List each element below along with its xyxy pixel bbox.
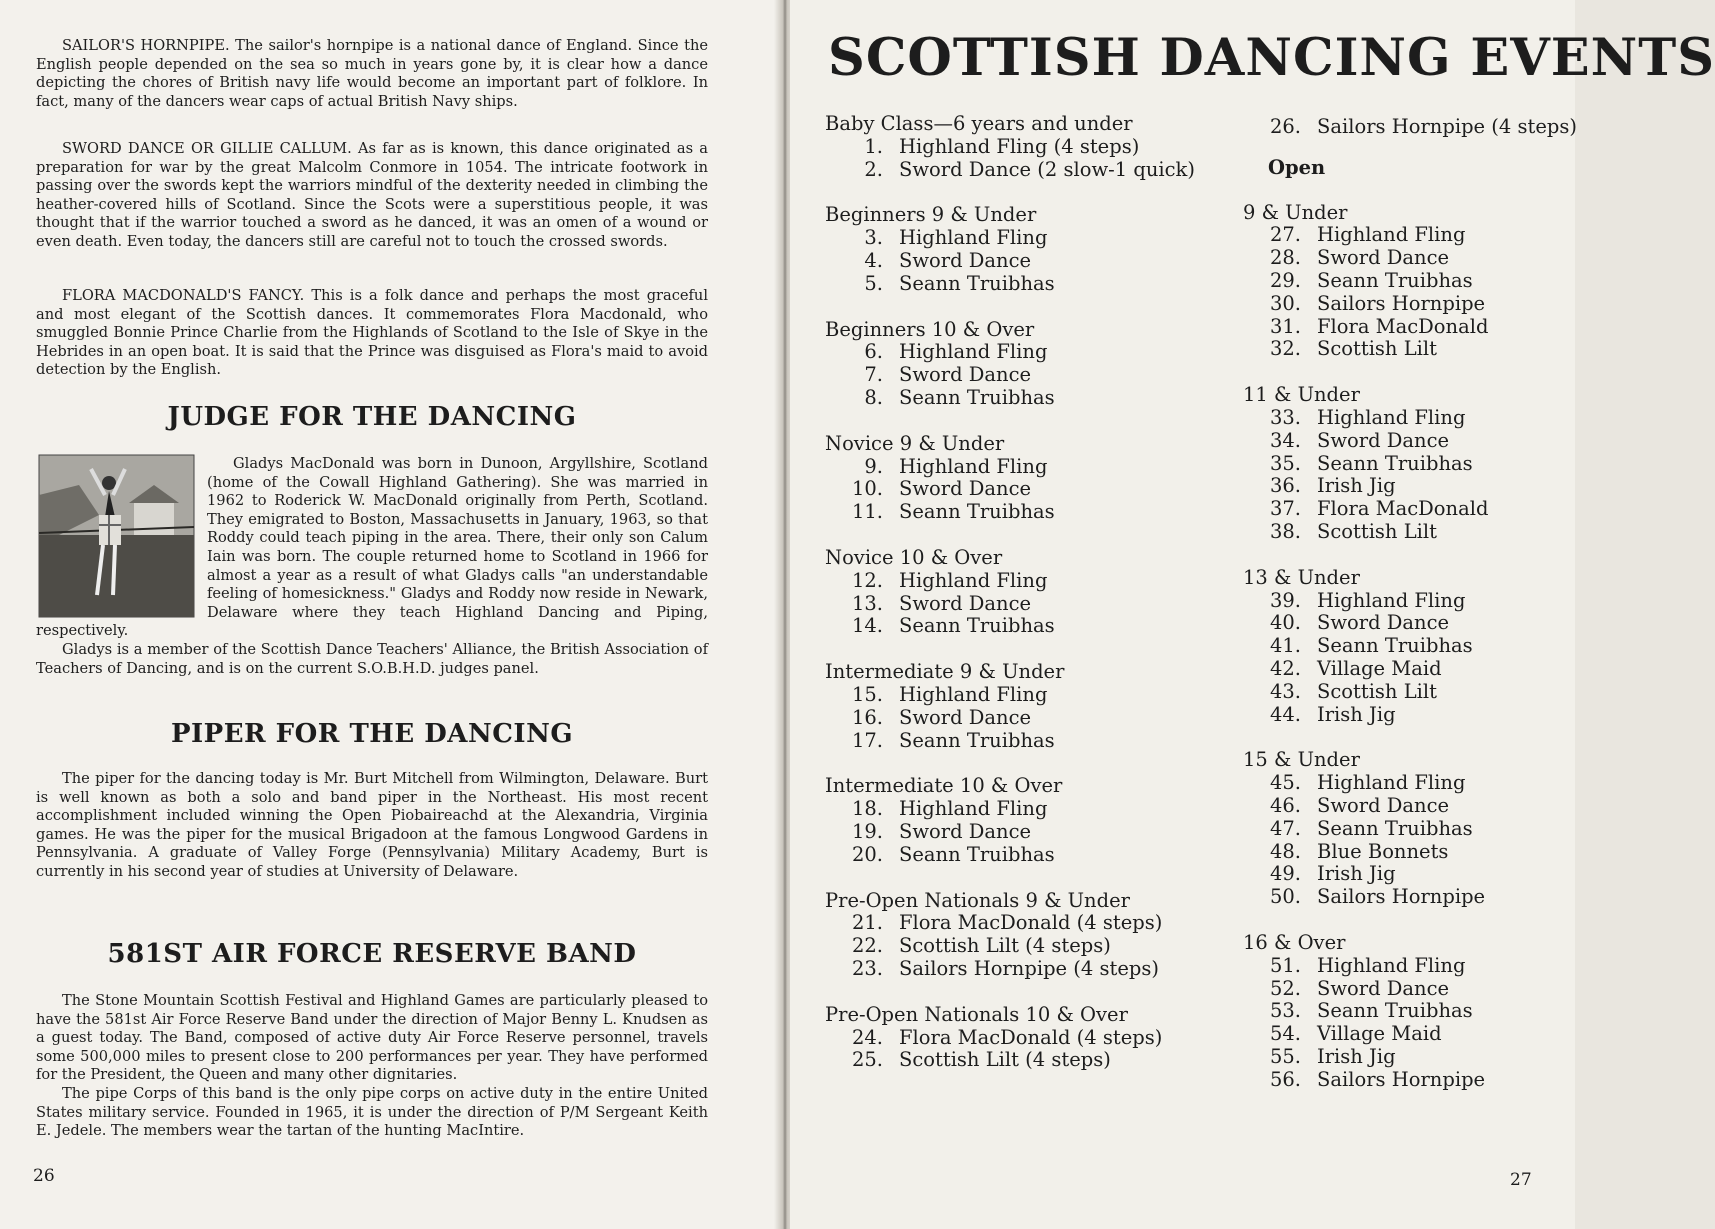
open-groups xyxy=(1243,202,1577,1092)
event-number: 44. xyxy=(1269,702,1301,726)
event-number: 28. xyxy=(1269,246,1301,270)
event-name: Seann Truibhas xyxy=(1317,268,1473,292)
event-group xyxy=(1243,932,1577,1092)
event-number: 12. xyxy=(851,568,883,592)
event-number: 36. xyxy=(1269,474,1301,498)
event-group xyxy=(1243,384,1577,544)
event-item xyxy=(825,730,1195,753)
event-number: 6. xyxy=(864,340,883,364)
event-number: 17. xyxy=(851,728,883,752)
event-number: 4. xyxy=(864,248,883,272)
event-name: Scottish Lilt xyxy=(1317,679,1437,703)
event-item xyxy=(825,958,1195,981)
event-number: 45. xyxy=(1269,771,1301,795)
event-number: 5. xyxy=(864,271,883,295)
event-number: 22. xyxy=(851,934,883,958)
event-number: 50. xyxy=(1269,885,1301,909)
event-number: 7. xyxy=(864,363,883,387)
event-item xyxy=(825,935,1195,958)
event-name: Sword Dance xyxy=(1317,793,1450,817)
sword-dance-paragraph xyxy=(36,140,708,252)
event-name: Seann Truibhas xyxy=(899,728,1055,752)
event-name: Highland Fling xyxy=(1317,405,1466,429)
event-number: 11. xyxy=(851,500,883,524)
event-number: 43. xyxy=(1269,679,1301,703)
event-name: Sailors Hornpipe (4 steps) xyxy=(1317,115,1577,138)
event-item xyxy=(1243,1000,1577,1023)
event-name: Sword Dance xyxy=(1317,976,1450,1000)
event-item xyxy=(825,136,1195,159)
event-item xyxy=(825,615,1195,638)
event-name: Blue Bonnets xyxy=(1317,839,1449,863)
event-item xyxy=(825,456,1195,479)
event-name: Sword Dance xyxy=(899,477,1032,501)
event-number: 51. xyxy=(1269,953,1301,977)
event-group-heading: Novice 9 & Under xyxy=(825,431,1005,455)
event-item xyxy=(825,798,1195,821)
event-number: 33. xyxy=(1269,405,1301,429)
right-page xyxy=(790,0,1715,1229)
judge-bio-text: Gladys MacDonald was born in Dunoon, Argyllshire, Scotland (home of the Cowall Highland Gathering). She was married in 1962 to Roderick W. MacDonald originally from Perth, Scotland. They emigrated to Boston, Massachusetts in January, 1963, so that Roddy could teach piping in the area. There, their only son Calum Iain was born. The couple returned home to Scotland in 1966 for almost a year as a result of what Gladys calls "an understandable feeling of homesickness." Gladys and Roddy now reside in Newark, Delaware where they teach Highland Dancing and Piping, respectively. xyxy=(36,455,708,640)
event-number: 37. xyxy=(1269,497,1301,521)
event-number: 49. xyxy=(1269,862,1301,886)
event-item xyxy=(825,478,1195,501)
event-item xyxy=(825,364,1195,387)
event-name: Sword Dance xyxy=(1317,246,1450,270)
event-item xyxy=(1243,1069,1577,1092)
event-name: Highland Fling xyxy=(1317,223,1466,247)
event-group xyxy=(825,890,1195,981)
event-name: Irish Jig xyxy=(1317,862,1396,886)
event-name: Scottish Lilt xyxy=(1317,519,1437,543)
event-number: 56. xyxy=(1269,1067,1301,1091)
event-group-heading: Intermediate 9 & Under xyxy=(825,660,1065,684)
event-group-heading: Intermediate 10 & Over xyxy=(825,774,1063,798)
event-number: 24. xyxy=(851,1025,883,1049)
event-group xyxy=(1243,567,1577,727)
event-name: Sword Dance xyxy=(1317,611,1450,635)
event-item xyxy=(825,844,1195,867)
event-number: 2. xyxy=(864,157,883,181)
event-item xyxy=(825,707,1195,730)
event-item xyxy=(1243,612,1577,635)
event-item xyxy=(825,501,1195,524)
piper-paragraph xyxy=(36,770,708,882)
event-item xyxy=(1243,338,1577,361)
event-name: Flora MacDonald xyxy=(1317,314,1489,338)
event-number: 9. xyxy=(864,454,883,478)
event-item xyxy=(1243,316,1577,339)
event-item xyxy=(825,593,1195,616)
event-name: Village Maid xyxy=(1317,656,1442,680)
event-number: 31. xyxy=(1269,314,1301,338)
event-item xyxy=(1243,841,1577,864)
event-item xyxy=(1243,1046,1577,1069)
event-item xyxy=(1243,818,1577,841)
event-item xyxy=(1243,795,1577,818)
band-paragraph xyxy=(36,992,708,1141)
event-number: 39. xyxy=(1269,588,1301,612)
event-number: 23. xyxy=(851,956,883,980)
event-name: Highland Fling xyxy=(899,682,1048,706)
event-number: 35. xyxy=(1269,451,1301,475)
event-group-heading: 15 & Under xyxy=(1243,748,1360,772)
event-number: 14. xyxy=(851,614,883,638)
event-item xyxy=(825,159,1195,182)
event-item xyxy=(1243,293,1577,316)
event-item xyxy=(1243,270,1577,293)
event-number: 30. xyxy=(1269,291,1301,315)
event-name: Highland Fling xyxy=(899,797,1048,821)
event-name: Sailors Hornpipe xyxy=(1317,291,1486,315)
event-name: Seann Truibhas xyxy=(899,500,1055,524)
event-group xyxy=(825,775,1195,866)
event-item xyxy=(825,250,1195,273)
event-item xyxy=(825,227,1195,250)
event-item xyxy=(1243,978,1577,1001)
event-item xyxy=(1243,407,1577,430)
event-item xyxy=(1243,658,1577,681)
event-item xyxy=(1243,247,1577,270)
sailors-hornpipe-text: SAILOR'S HORNPIPE. The sailor's hornpipe is a national dance of England. Since the English people depended on the sea so much in years gone by, it is clear how a dance depicting the chores of British navy life would become an important part of folklore. In fact, many of the dancers wear caps of actual British Navy ships. xyxy=(36,37,708,110)
piper-heading: PIPER FOR THE DANCING xyxy=(170,719,574,749)
event-group-heading: 9 & Under xyxy=(1243,200,1348,224)
event-number: 13. xyxy=(851,591,883,615)
event-name: Flora MacDonald (4 steps) xyxy=(899,1025,1163,1049)
event-name: Flora MacDonald xyxy=(1317,497,1489,521)
band-text-1: The Stone Mountain Scottish Festival and Highland Games are particularly pleased to have the 581st Air Force Reserve Band under the direction of Major Benny L. Knudsen as a guest today. The Band, composed of active duty Air Force Reserve personnel, travels some 500,000 miles to present close to 200 performances per year. They have performed for the President, the Queen and many other dignitaries. xyxy=(36,992,708,1084)
event-item xyxy=(1243,498,1577,521)
event-group-heading: 13 & Under xyxy=(1243,565,1360,589)
event-number: 10. xyxy=(851,477,883,501)
event-item xyxy=(1243,1023,1577,1046)
event-item xyxy=(825,570,1195,593)
event-group-heading: 11 & Under xyxy=(1243,383,1360,407)
event-name: Scottish Lilt (4 steps) xyxy=(899,934,1111,958)
event-group xyxy=(825,547,1195,638)
event-item xyxy=(825,912,1195,935)
event-number: 47. xyxy=(1269,816,1301,840)
events-column-left xyxy=(825,113,1195,1095)
page-title: SCOTTISH DANCING EVENTS xyxy=(828,28,1715,88)
event-group xyxy=(825,661,1195,752)
event-item xyxy=(1243,224,1577,247)
sword-dance-text: SWORD DANCE OR GILLIE CALLUM. As far as is known, this dance originated as a preparation for war by the great Malcolm Conmore in 1054. The intricate footwork in passing over the swords kept the warriors mindful of the dexterity needed in climbing the heather-covered hills of Scotland. Since the Scots were a superstitious people, it was thought that if the warrior touched a sword as he danced, it was an omen of a wound or even death. Even today, the dancers still are careful not to touch the crossed swords. xyxy=(36,140,708,250)
event-name: Irish Jig xyxy=(1317,474,1396,498)
event-item xyxy=(1243,635,1577,658)
event-number: 27. xyxy=(1269,223,1301,247)
event-group xyxy=(825,1004,1195,1072)
event-number: 8. xyxy=(864,385,883,409)
event-group xyxy=(825,204,1195,295)
event-item xyxy=(1243,955,1577,978)
event-group-heading: Baby Class—6 years and under xyxy=(825,112,1133,135)
event-item xyxy=(1243,590,1577,613)
event-number: 32. xyxy=(1269,337,1301,361)
judge-heading: JUDGE FOR THE DANCING xyxy=(167,402,577,432)
event-name: Sword Dance xyxy=(899,363,1032,387)
open-heading: Open xyxy=(1268,155,1326,179)
event-name: Village Maid xyxy=(1317,1022,1442,1046)
event-name: Sailors Hornpipe xyxy=(1317,1067,1486,1091)
event-number: 38. xyxy=(1269,519,1301,543)
page-number-right: 27 xyxy=(1510,1170,1532,1190)
event-name: Sword Dance (2 slow-1 quick) xyxy=(899,157,1195,181)
event-number: 19. xyxy=(851,819,883,843)
event-group xyxy=(1243,202,1577,362)
events-column-right xyxy=(1243,116,1577,1114)
event-name: Sword Dance xyxy=(1317,428,1450,452)
event-number: 15. xyxy=(851,682,883,706)
event-number: 46. xyxy=(1269,793,1301,817)
event-name: Seann Truibhas xyxy=(899,271,1055,295)
event-name: Seann Truibhas xyxy=(899,385,1055,409)
event-number: 20. xyxy=(851,842,883,866)
event-name: Seann Truibhas xyxy=(899,842,1055,866)
event-name: Highland Fling xyxy=(899,226,1048,250)
event-group-heading: Novice 10 & Over xyxy=(825,545,1003,569)
event-group-heading: Pre-Open Nationals 10 & Over xyxy=(825,1002,1128,1026)
piper-text: The piper for the dancing today is Mr. Burt Mitchell from Wilmington, Delaware. Burt is well known as both a solo and band piper in the Northeast. His most recent accomplishment included winning the Open Piobaireachd at the Alexandria, Virginia games. He was the piper for the musical Brigadoon at the famous Longwood Gardens in Pennsylvania. A graduate of Valley Forge (Pennsylvania) Military Academy, Burt is currently in his second year of studies at University of Delaware. xyxy=(36,770,708,880)
event-number: 18. xyxy=(851,797,883,821)
event-item xyxy=(1243,863,1577,886)
event-number: 41. xyxy=(1269,634,1301,658)
sailors-hornpipe-paragraph xyxy=(36,37,708,111)
event-item xyxy=(1243,772,1577,795)
event-number: 16. xyxy=(851,705,883,729)
event-group-heading: Pre-Open Nationals 9 & Under xyxy=(825,888,1130,912)
event-item xyxy=(1243,521,1577,544)
event-name: Sailors Hornpipe (4 steps) xyxy=(899,956,1159,980)
event-name: Scottish Lilt (4 steps) xyxy=(899,1048,1111,1072)
event-item xyxy=(825,387,1195,410)
event-number: 34. xyxy=(1269,428,1301,452)
event-item xyxy=(1243,453,1577,476)
event-name: Seann Truibhas xyxy=(1317,451,1473,475)
event-name: Sword Dance xyxy=(899,248,1032,272)
event-group xyxy=(825,433,1195,524)
event-number: 53. xyxy=(1269,999,1301,1023)
event-item xyxy=(825,821,1195,844)
flora-macdonald-paragraph xyxy=(36,287,708,380)
event-name: Sailors Hornpipe xyxy=(1317,885,1486,909)
event-item xyxy=(825,1049,1195,1072)
event-number: 42. xyxy=(1269,656,1301,680)
event-group-heading: 16 & Over xyxy=(1243,930,1346,954)
event-name: Highland Fling (4 steps) xyxy=(899,134,1140,158)
event-number: 52. xyxy=(1269,976,1301,1000)
event-name: Irish Jig xyxy=(1317,1044,1396,1068)
page-number-left: 26 xyxy=(33,1166,55,1186)
event-group xyxy=(825,113,1195,181)
event-name: Highland Fling xyxy=(899,340,1048,364)
event-number: 48. xyxy=(1269,839,1301,863)
event-name: Flora MacDonald (4 steps) xyxy=(899,911,1163,935)
event-number: 21. xyxy=(851,911,883,935)
event-item xyxy=(1243,475,1577,498)
event-name: Highland Fling xyxy=(899,454,1048,478)
event-number: 54. xyxy=(1269,1022,1301,1046)
judge-membership-text: Gladys is a member of the Scottish Dance Teachers' Alliance, the British Association of Teachers of Dancing, and is on the current S.O.B.H.D. judges panel. xyxy=(36,640,708,677)
event-name: Seann Truibhas xyxy=(899,614,1055,638)
event-number: 3. xyxy=(864,226,883,250)
event-name: Highland Fling xyxy=(1317,588,1466,612)
band-text-2: The pipe Corps of this band is the only pipe corps on active duty in the entire United States military service. Founded in 1965, it is under the direction of P/M Sergeant Keith E. Jedele. The members wear the tartan of the hunting MacIntire. xyxy=(36,1084,708,1140)
judge-bio-paragraph xyxy=(36,455,708,678)
event-item xyxy=(1243,704,1577,727)
event-name: Seann Truibhas xyxy=(1317,634,1473,658)
event-item xyxy=(825,273,1195,296)
event-name: Highland Fling xyxy=(899,568,1048,592)
event-number: 29. xyxy=(1269,268,1301,292)
event-name: Sword Dance xyxy=(899,819,1032,843)
event-number: 26. xyxy=(1269,115,1301,138)
event-group xyxy=(825,319,1195,410)
event-group xyxy=(1243,749,1577,909)
flora-macdonald-text: FLORA MACDONALD'S FANCY. This is a folk dance and perhaps the most graceful and most elegant of the Scottish dances. It commemorates Flora Macdonald, who smuggled Bonnie Prince Charlie from the Highlands of Scotland to the Isle of Skye in the Hebrides in an open boat. It is said that the Prince was disguised as Flora's maid to avoid detection by the English. xyxy=(36,287,708,379)
event-group-heading: Beginners 10 & Over xyxy=(825,317,1035,341)
event-item xyxy=(825,684,1195,707)
event-item xyxy=(825,1027,1195,1050)
event-name: Seann Truibhas xyxy=(1317,999,1473,1023)
left-page xyxy=(0,0,782,1229)
event-name: Sword Dance xyxy=(899,705,1032,729)
event-item xyxy=(1243,430,1577,453)
event-number: 40. xyxy=(1269,611,1301,635)
event-number: 25. xyxy=(851,1048,883,1072)
event-item xyxy=(1243,116,1577,139)
event-item xyxy=(825,341,1195,364)
event-name: Irish Jig xyxy=(1317,702,1396,726)
event-group-heading: Beginners 9 & Under xyxy=(825,203,1037,227)
event-name: Scottish Lilt xyxy=(1317,337,1437,361)
event-name: Sword Dance xyxy=(899,591,1032,615)
band-heading: 581ST AIR FORCE RESERVE BAND xyxy=(107,939,637,969)
event-number: 55. xyxy=(1269,1044,1301,1068)
event-name: Highland Fling xyxy=(1317,771,1466,795)
event-item xyxy=(1243,886,1577,909)
event-item xyxy=(1243,681,1577,704)
event-name: Seann Truibhas xyxy=(1317,816,1473,840)
event-name: Highland Fling xyxy=(1317,953,1466,977)
event-number: 1. xyxy=(864,134,883,158)
